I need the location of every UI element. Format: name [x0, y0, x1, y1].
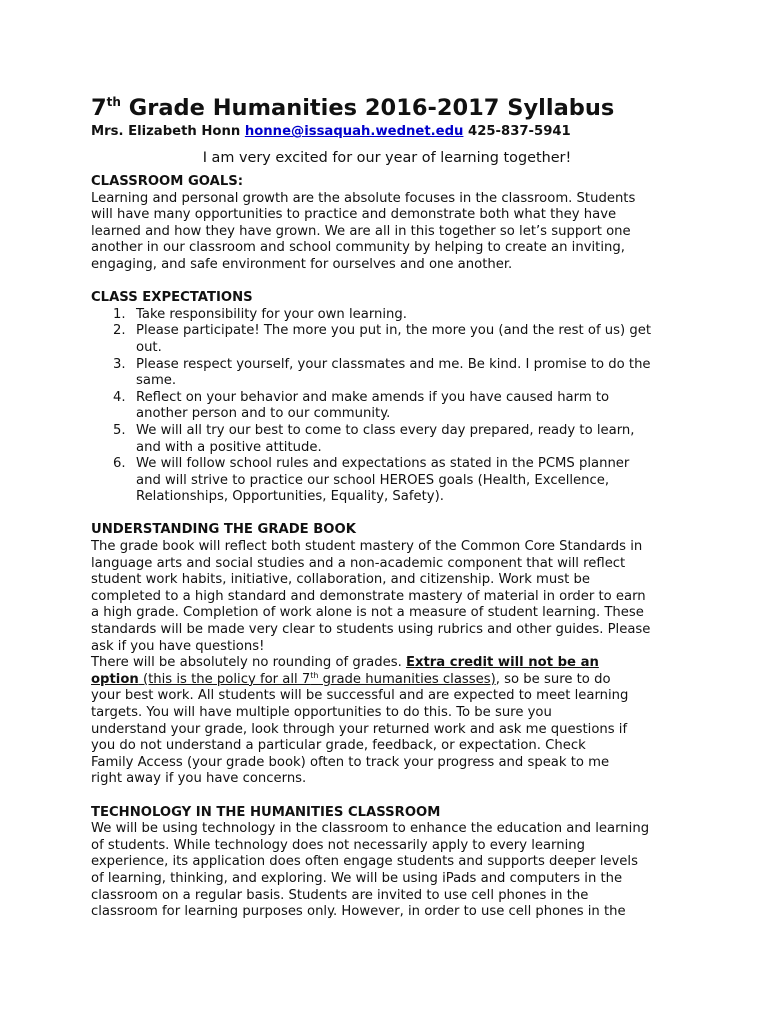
expectation-number: 4. — [113, 389, 126, 405]
rounding-line — [91, 655, 691, 672]
teacher-contact — [91, 123, 691, 140]
gradebook-line: ask if you have questions! — [91, 638, 265, 654]
expectation-line: Please respect yourself, your classmates and me. Be kind. I promise to do the — [136, 356, 651, 372]
expectation-number: 3. — [113, 356, 126, 372]
expectation-number: 2. — [113, 323, 126, 339]
intro-message: I am very excited for our year of learning together! — [202, 150, 572, 166]
goals-line: Learning and personal growth are the absolute focuses in the classroom. Students — [91, 190, 636, 206]
classroom-goals-heading: CLASSROOM GOALS: — [91, 174, 244, 189]
technology-line: classroom for learning purposes only. However, in order to use cell phones in the — [91, 904, 626, 920]
gradebook-line: completed to a high standard and demonstrate mastery of material in order to earn — [91, 588, 646, 604]
gradebook-line: Family Access (your grade book) often to track your progress and speak to me — [91, 754, 610, 770]
policy-note — [139, 672, 496, 687]
grade-book-heading: UNDERSTANDING THE GRADE BOOK — [91, 522, 356, 538]
policy-line — [91, 672, 691, 689]
policy-note-post: grade humanities classes) — [318, 671, 496, 687]
gradebook-line: right away if you have concerns. — [91, 771, 307, 787]
expectation-line: out. — [136, 339, 162, 355]
policy-superscript: th — [310, 670, 319, 680]
expectation-line: Take responsibility for your own learning. — [136, 306, 407, 322]
page-title — [91, 94, 691, 122]
gradebook-line: The grade book will reflect both student mastery of the Common Core Standards in — [91, 539, 643, 555]
expectation-number: 5. — [113, 422, 126, 438]
title-superscript: th — [106, 95, 121, 109]
goals-line: will have many opportunities to practice and demonstrate both what they have — [91, 207, 617, 223]
expectation-item — [91, 456, 691, 506]
expectation-item — [91, 357, 691, 390]
policy-tail: , so be sure to do — [495, 671, 611, 687]
gradebook-line: language arts and social studies and a non-academic component that will reflect — [91, 555, 626, 571]
technology-text — [91, 821, 691, 921]
expectation-line: another person and to our community. — [136, 406, 391, 422]
technology-line: of learning, thinking, and exploring. We will be using iPads and computers in the — [91, 870, 623, 886]
expectation-item — [91, 390, 691, 423]
expectation-number: 6. — [113, 456, 126, 472]
expectation-line: and with a positive attitude. — [136, 439, 322, 455]
teacher-phone: 425-837-5941 — [463, 124, 571, 139]
gradebook-line: targets. You will have multiple opportunities to do this. To be sure you — [91, 705, 552, 720]
expectation-item — [91, 323, 691, 356]
expectation-number: 1. — [113, 306, 126, 322]
gradebook-line: your best work. All students will be successful and are expected to meet learning — [91, 688, 629, 704]
expectation-item — [91, 423, 691, 456]
teacher-email-link[interactable]: honne@issaquah.wednet.edu — [244, 124, 464, 139]
expectation-line: same. — [136, 373, 177, 389]
teacher-name: Mrs. Elizabeth Honn — [91, 124, 245, 139]
gradebook-line: standards will be made very clear to students using rubrics and other guides. Please — [91, 622, 651, 638]
title-grade-number: 7 — [91, 95, 107, 121]
gradebook-line: student work habits, initiative, collaboration, and citizenship. Work must be — [91, 572, 590, 588]
rounding-text: There will be absolutely no rounding of grades. — [91, 655, 406, 671]
technology-line: of students. While technology does not necessarily apply to every learning — [91, 837, 585, 853]
expectation-line: Reflect on your behavior and make amends if you have caused harm to — [136, 389, 610, 405]
technology-line: We will be using technology in the classroom to enhance the education and learning — [91, 821, 650, 837]
technology-line: classroom on a regular basis. Students are invited to use cell phones in the — [91, 887, 589, 903]
classroom-goals-text — [91, 191, 691, 274]
gradebook-line: a high grade. Completion of work alone is not a measure of student learning. These — [91, 605, 644, 621]
goals-line: engaging, and safe environment for ourselves and one another. — [91, 256, 513, 272]
gradebook-line: understand your grade, look through your returned work and ask me questions if — [91, 721, 628, 737]
expectation-line: Relationships, Opportunities, Equality, Safety). — [136, 489, 444, 505]
syllabus-page — [91, 94, 691, 921]
expectation-line: Please participate! The more you put in, the more you (and the rest of us) get — [136, 323, 652, 339]
technology-heading: TECHNOLOGY IN THE HUMANITIES CLASSROOM — [91, 804, 441, 820]
gradebook-line: you do not understand a particular grade, feedback, or expectation. Check — [91, 738, 586, 754]
extra-credit-notice-cont: option — [91, 671, 139, 687]
goals-line: learned and how they have grown. We are all in this together so let’s support one — [91, 223, 631, 239]
expectation-line: and will strive to practice our school HEROES goals (Health, Excellence, — [136, 472, 610, 488]
expectation-line: We will all try our best to come to class every day prepared, ready to learn, — [136, 422, 635, 438]
expectation-line: We will follow school rules and expectations as stated in the PCMS planner — [136, 456, 630, 472]
expectation-item — [91, 307, 691, 324]
title-text: Grade Humanities 2016-2017 Syllabus — [120, 95, 615, 121]
class-expectations-heading: CLASS EXPECTATIONS — [91, 290, 253, 306]
goals-line: another in our classroom and school community by helping to create an inviting, — [91, 240, 625, 256]
policy-note-pre: (this is the policy for all 7 — [138, 671, 311, 687]
grade-book-text — [91, 539, 691, 788]
expectations-list — [91, 307, 691, 506]
technology-line: experience, its application does often engage students and supports deeper levels — [91, 854, 638, 870]
extra-credit-notice: Extra credit will not be an — [405, 655, 599, 671]
